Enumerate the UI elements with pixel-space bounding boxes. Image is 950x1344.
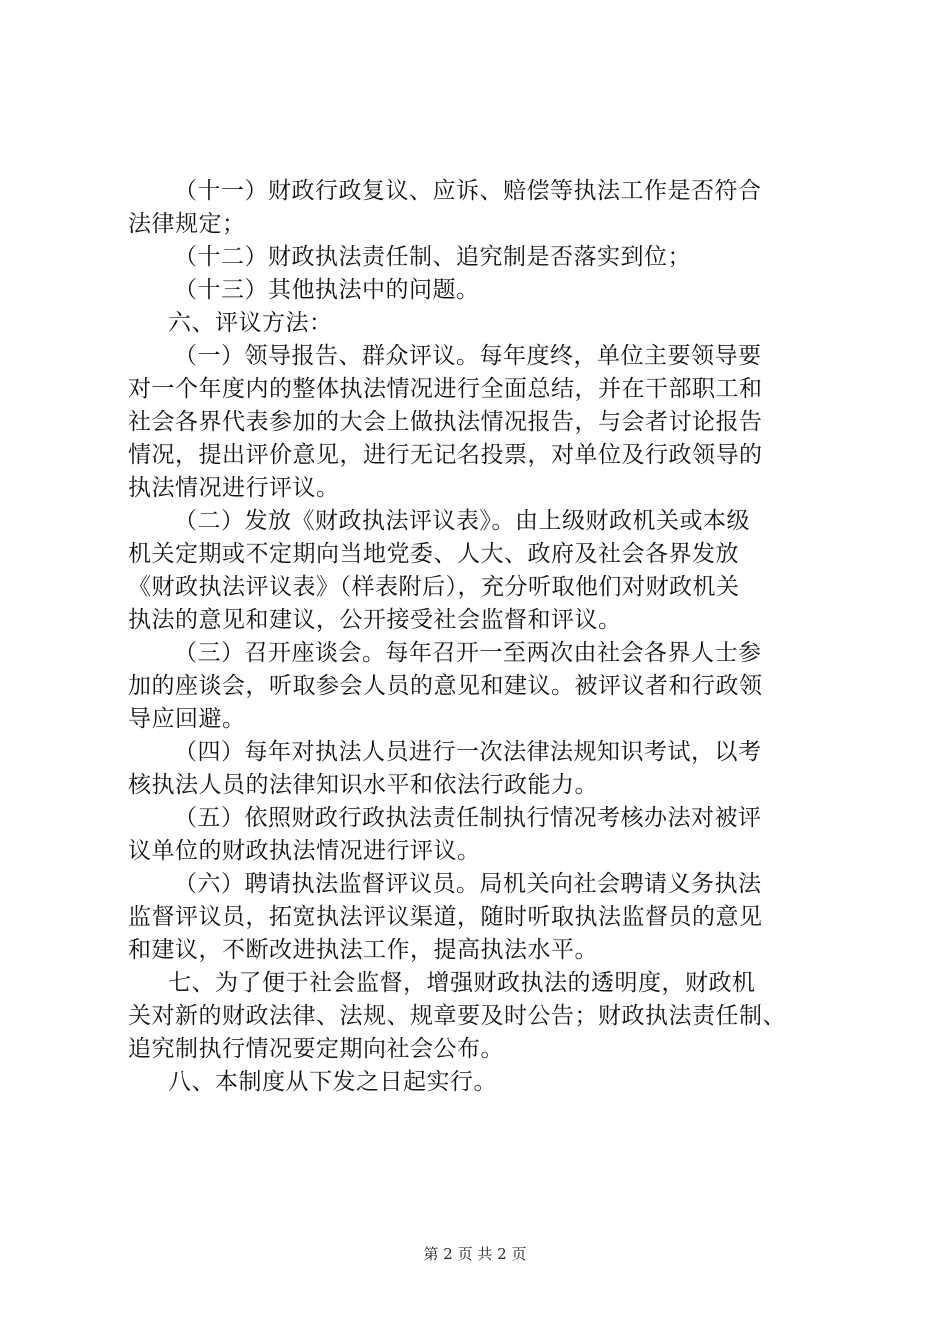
paragraph-line: 加的座谈会，听取参会人员的意见和建议。被评议者和行政领	[128, 673, 763, 699]
page-number-footer: 第 2 页 共 2 页	[423, 1245, 527, 1263]
paragraph-line: 核执法人员的法律知识水平和依法行政能力。	[128, 772, 598, 798]
paragraph-line: （十三）其他执法中的问题。	[174, 277, 480, 303]
paragraph-line: 执法情况进行评议。	[128, 475, 340, 501]
paragraph-line: 监督评议员，拓宽执法评议渠道，随时听取执法监督员的意见	[128, 904, 763, 930]
paragraph-line: 《财政执法评议表》（样表附后），充分听取他们对财政机关	[128, 574, 740, 600]
paragraph-line: （十二）财政执法责任制、追究制是否落实到位；	[174, 244, 691, 270]
paragraph-line: 导应回避。	[128, 706, 246, 732]
section-heading: 七、为了便于社会监督，增强财政执法的透明度，财政机	[168, 970, 756, 996]
paragraph-line: 执法的意见和建议，公开接受社会监督和评议。	[128, 607, 622, 633]
paragraph-line: （六）聘请执法监督评议员。局机关向社会聘请义务执法	[174, 871, 762, 897]
paragraph-line: （三）召开座谈会。每年召开一至两次由社会各界人士参	[174, 640, 762, 666]
paragraph-line: （一）领导报告、群众评议。每年度终，单位主要领导要	[174, 343, 762, 369]
paragraph-line: 社会各界代表参加的大会上做执法情况报告，与会者讨论报告	[128, 409, 763, 435]
section-heading: 六、评议方法：	[168, 310, 333, 336]
paragraph-line: （二）发放《财政执法评议表》。由上级财政机关或本级	[174, 508, 750, 534]
paragraph-line: 追究制执行情况要定期向社会公布。	[128, 1036, 504, 1062]
section-heading: 八、本制度从下发之日起实行。	[168, 1069, 497, 1095]
paragraph-line: 关对新的财政法律、法规、规章要及时公告；财政执法责任制、	[128, 1003, 786, 1029]
paragraph-line: 对一个年度内的整体执法情况进行全面总结，并在干部职工和	[128, 376, 763, 402]
paragraph-line: （五）依照财政行政执法责任制执行情况考核办法对被评	[174, 805, 762, 831]
paragraph-line: 机关定期或不定期向当地党委、人大、政府及社会各界发放	[128, 541, 739, 567]
paragraph-line: （四）每年对执法人员进行一次法律法规知识考试，以考	[174, 739, 762, 765]
paragraph-line: 和建议，不断改进执法工作，提高执法水平。	[128, 937, 598, 963]
paragraph-line: （十一）财政行政复议、应诉、赔偿等执法工作是否符合	[174, 178, 762, 204]
document-body	[128, 175, 828, 1099]
paragraph-line: 议单位的财政执法情况进行评议。	[128, 838, 481, 864]
paragraph-line: 法律规定；	[128, 211, 246, 237]
paragraph-line: 情况，提出评价意见，进行无记名投票，对单位及行政领导的	[128, 442, 763, 468]
